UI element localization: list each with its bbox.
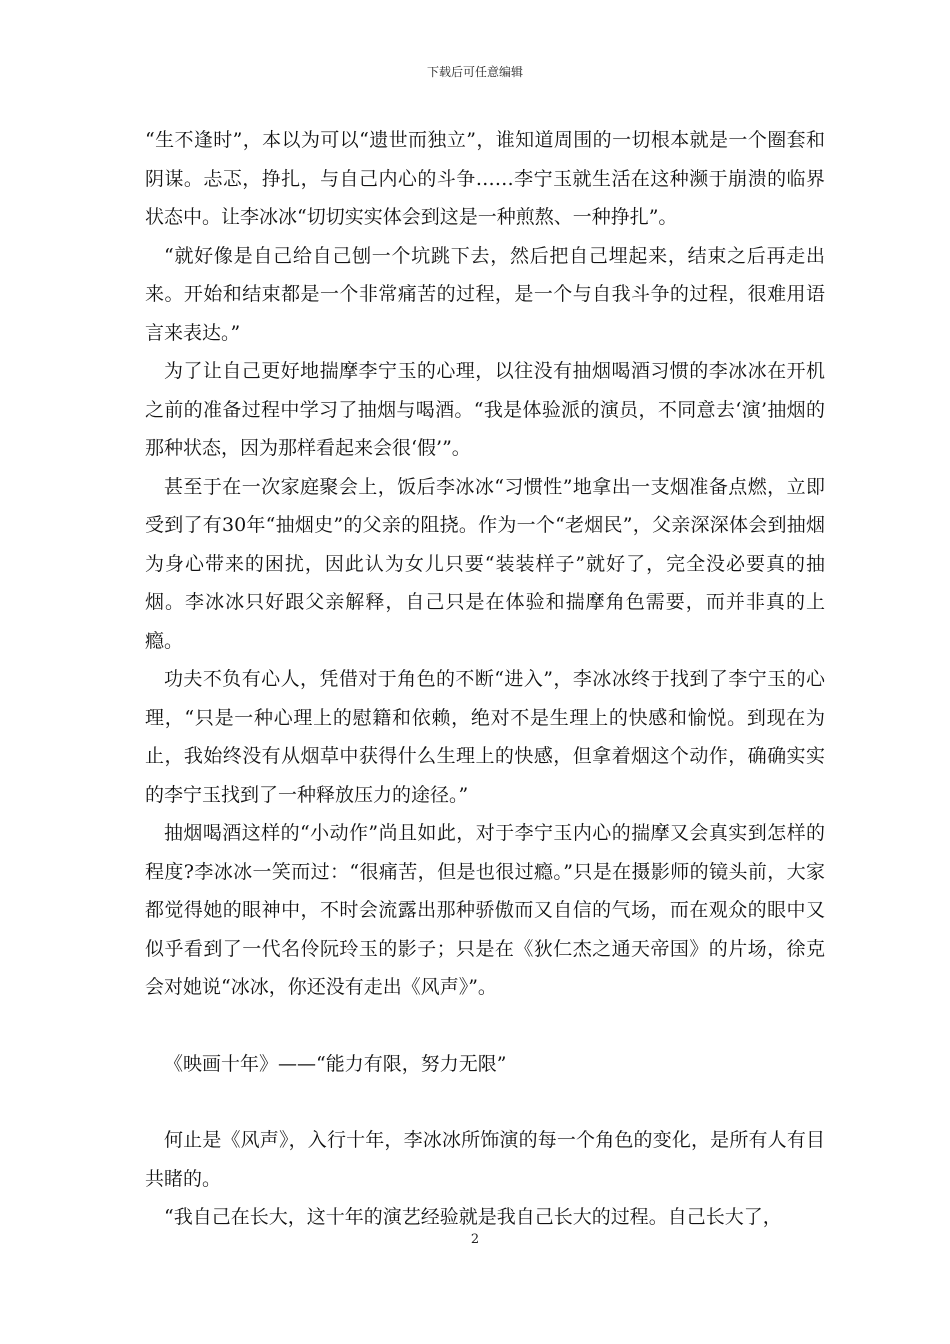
page-header: 下载后可任意编辑	[426, 65, 523, 79]
paragraph: 为了让自己更好地揣摩李宁玉的心理，以往没有抽烟喝酒习惯的李冰冰在开机之前的准备过程中学习了抽烟与喝酒。“我是体验派的演员，不同意去‘演’抽烟的那种状态，因为那样看起来会很‘假’”。	[145, 360, 825, 459]
paragraph: 功夫不负有心人，凭借对于角色的不断“进入”，李冰冰终于找到了李宁玉的心理，“只是一种心理上的慰籍和依赖，绝对不是生理上的快感和愉悦。到现在为止，我始终没有从烟草中获得什么生理上的快感，但拿着烟这个动作，确确实实的李宁玉找到了一种释放压力的途径。”	[145, 668, 825, 806]
paragraph: “生不逢时”，本以为可以“遗世而独立”，谁知道周围的一切根本就是一个圈套和阴谋。忐忑，挣扎，与自己内心的斗争……李宁玉就生活在这种濒于崩溃的临界状态中。让李冰冰“切切实实体会到这是一种煎熬、一种挣扎”。	[145, 129, 825, 228]
paragraph: “我自己在长大，这十年的演艺经验就是我自己长大的过程。自己长大了，	[164, 1206, 782, 1228]
paragraph: “就好像是自己给自己刨一个坑跳下去，然后把自己埋起来，结束之后再走出来。开始和结束都是一个非常痛苦的过程，是一个与自我斗争的过程，很难用语言来表达。”	[145, 244, 825, 344]
page-number: 2	[470, 1232, 480, 1247]
paragraph: 何止是《风声》，入行十年，李冰冰所饰演的每一个角色的变化，是所有人有目共睹的。	[145, 1129, 825, 1190]
paragraph: 甚至于在一次家庭聚会上，饭后李冰冰“习惯性”地拿出一支烟准备点燃，立即受到了有30年“抽烟史”的父亲的阻挠。作为一个“老烟民”，父亲深深体会到抽烟为身心带来的困扰，因此认为女儿只要“装装样子”就好了，完全没必要真的抽烟。李冰冰只好跟父亲解释，自己只是在体验和揣摩角色需要，而并非真的上瘾。	[145, 475, 825, 652]
document-body	[145, 121, 825, 1237]
section-heading: 《映画十年》——“能力有限，努力无限”	[164, 1052, 507, 1075]
paragraph: 抽烟喝酒这样的“小动作”尚且如此，对于李宁玉内心的揣摩又会真实到怎样的程度?李冰冰一笑而过：“很痛苦，但是也很过瘾。”只是在摄影师的镜头前，大家都觉得她的眼神中，不时会流露出那种骄傲而又自信的气场，而在观众的眼中又似乎看到了一代名伶阮玲玉的影子；只是在《狄仁杰之通天帝国》的片场，徐克会对她说“冰冰，你还没有走出《风声》”。	[145, 822, 825, 998]
